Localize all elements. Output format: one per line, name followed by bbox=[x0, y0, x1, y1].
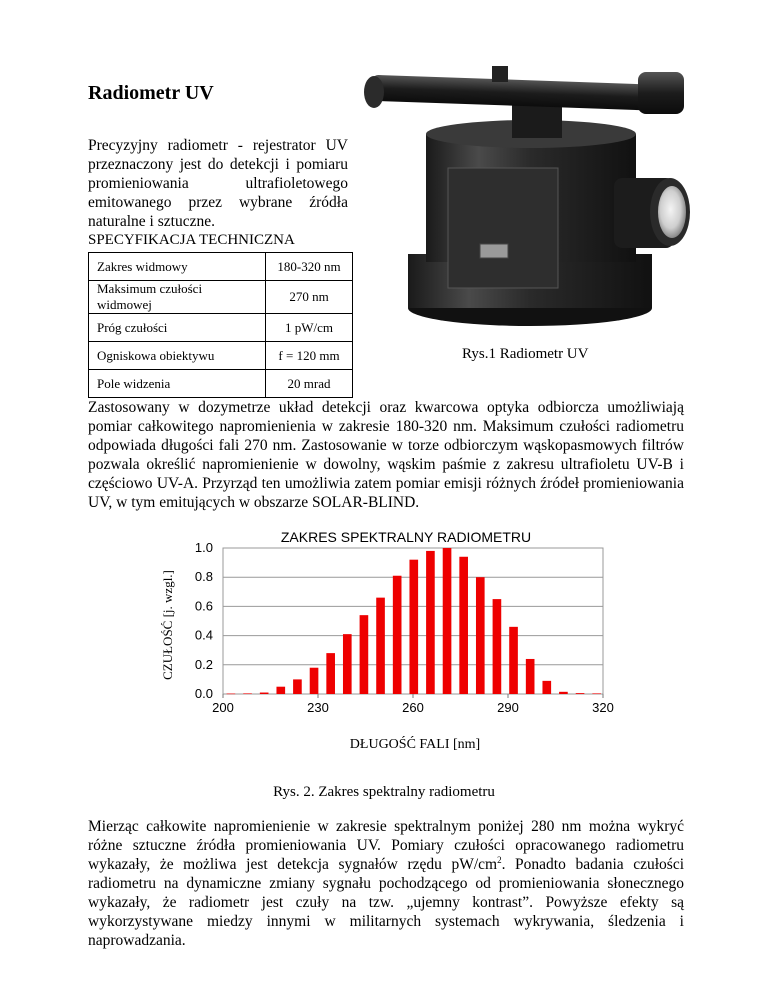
body-paragraph-2 bbox=[88, 817, 684, 950]
spec-row bbox=[89, 342, 353, 370]
body-paragraph-1: Zastosowany w dozymetrze układ detekcji oraz kwarcowa optyka odbiorcza umożliwiają pomiar całkowitego napromienienia w zakresie 180-320 nm. Maksimum czułości radiometru odpowiada długości fali 270 nm. Zastosowanie w torze odbiorczym wąskopasmowych filtrów pozwala określić napromienienie w dowolny, wąskim paśmie z zakresu ultrafioletu UV-B i częściowo UV-A. Przyrząd ten umożliwia zatem pomiar emisji różnych źródeł promieniowania UV, w tym emitujących w obszarze SOLAR-BLIND. bbox=[88, 399, 684, 511]
x-tick-label: 260 bbox=[402, 700, 424, 715]
y-tick-label: 1.0 bbox=[194, 540, 213, 555]
bar bbox=[459, 557, 468, 694]
spec-value: f = 120 mm bbox=[266, 342, 353, 370]
spec-value: 20 mrad bbox=[266, 370, 353, 398]
chart-caption: Rys. 2. Zakres spektralny radiometru bbox=[273, 784, 495, 800]
x-tick-label: 320 bbox=[592, 700, 614, 715]
body2-part2: . Ponadto badania czułości radiometru na dynamiczne zmiany sygnału pochodzącego od promieniowania słonecznego wykazały, że radiometr jest czuły na tzw. „ujemny kontrast”. Powyższe efekty są wykorzystywane miedzy innymi w militarnych systemach wykrywania, śledzenia i naprowadzania. bbox=[88, 856, 685, 949]
bar bbox=[243, 693, 252, 694]
y-tick-label: 0.6 bbox=[194, 598, 213, 614]
bar bbox=[326, 653, 335, 694]
spec-value: 1 pW/cm bbox=[266, 314, 353, 342]
y-tick-label: 0.8 bbox=[194, 569, 213, 585]
bar bbox=[227, 694, 236, 695]
y-tick-label: 0.4 bbox=[194, 627, 213, 643]
spectral-chart bbox=[150, 520, 620, 768]
radiometer-photo bbox=[352, 58, 692, 350]
page-title: Radiometr UV bbox=[88, 82, 214, 104]
superscript: 2 bbox=[497, 854, 502, 865]
y-axis-label: CZUŁOŚĆ [j. wzgl.] bbox=[160, 570, 175, 680]
spec-row bbox=[89, 314, 353, 342]
x-tick-label: 200 bbox=[212, 700, 234, 715]
bar bbox=[576, 693, 585, 694]
spec-label: Ogniskowa obiektywu bbox=[89, 342, 266, 370]
spec-label: Pole widzenia bbox=[89, 370, 266, 398]
bar bbox=[509, 627, 518, 694]
bar bbox=[343, 634, 352, 694]
bar bbox=[276, 687, 285, 694]
spec-heading: SPECYFIKACJA TECHNICZNA bbox=[88, 232, 295, 248]
spec-label: Zakres widmowy bbox=[89, 253, 266, 281]
x-axis-label: DŁUGOŚĆ FALI [nm] bbox=[349, 737, 481, 752]
bar bbox=[260, 693, 269, 694]
bar bbox=[310, 668, 319, 694]
bar bbox=[360, 615, 369, 694]
bar bbox=[393, 576, 402, 694]
spec-row bbox=[89, 253, 353, 281]
photo-caption: Rys.1 Radiometr UV bbox=[462, 346, 589, 362]
spec-value: 180-320 nm bbox=[266, 253, 353, 281]
y-tick-label: 0.0 bbox=[194, 686, 213, 701]
intro-paragraph: Precyzyjny radiometr - rejestrator UV przeznaczony jest do detekcji i pomiaru promieniowania ultrafioletowego emitowanego przez wybrane źródła naturalne i sztuczne. bbox=[88, 137, 348, 230]
bar bbox=[526, 659, 535, 694]
x-tick-label: 230 bbox=[307, 700, 329, 715]
bar bbox=[476, 577, 485, 694]
bar bbox=[376, 598, 385, 694]
body2-part1: Mierząc całkowite napromienienie w zakresie spektralnym poniżej 280 nm można wykryć różne sztuczne źródła promieniowania UV. Pomiary czułości opracowanego radiometru wykazały, że możliwa jest detekcja sygnałów rzędu pW/cm bbox=[88, 818, 684, 873]
x-tick-label: 290 bbox=[497, 700, 519, 715]
spec-label: Próg czułości bbox=[89, 314, 266, 342]
bar bbox=[592, 693, 601, 694]
spec-label: Maksimum czułości widmowej bbox=[89, 281, 266, 314]
bar bbox=[293, 679, 302, 694]
spec-value: 270 nm bbox=[266, 281, 353, 314]
spec-row bbox=[89, 370, 353, 398]
bar bbox=[443, 548, 452, 694]
bar bbox=[559, 692, 568, 694]
spec-table bbox=[88, 252, 353, 398]
bar bbox=[409, 560, 418, 694]
bar bbox=[542, 681, 551, 694]
spec-row bbox=[89, 281, 353, 314]
bar bbox=[426, 551, 435, 694]
chart-title: ZAKRES SPEKTRALNY RADIOMETRU bbox=[280, 529, 532, 545]
chart-bars bbox=[227, 548, 601, 694]
y-tick-label: 0.2 bbox=[194, 656, 213, 672]
bar bbox=[493, 599, 502, 694]
